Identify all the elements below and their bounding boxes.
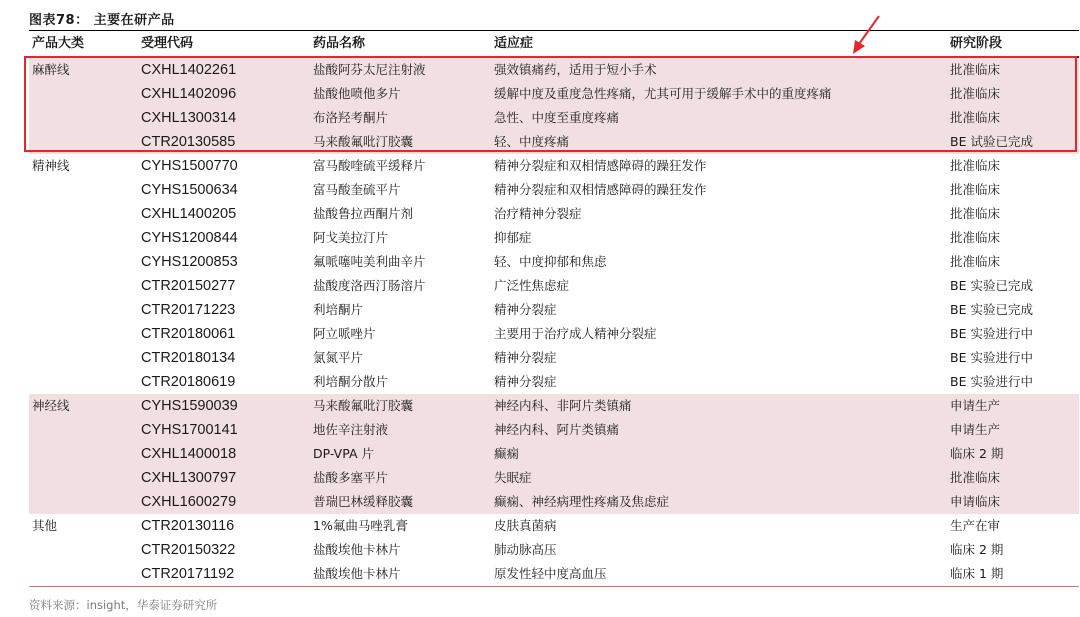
code-cell: CTR20180619 <box>141 374 236 390</box>
table-row <box>29 178 1079 202</box>
table-row <box>29 418 1079 442</box>
table-body <box>29 58 1079 586</box>
code-cell: CTR20180134 <box>141 350 236 366</box>
stage-cell: BE 实验进行中 <box>950 326 1033 341</box>
stage-cell: 临床 1 期 <box>950 566 1004 581</box>
stage-cell: 批准临床 <box>950 470 1001 485</box>
group-1 <box>29 154 1079 394</box>
drug-cell: 氟哌噻吨美利曲辛片 <box>313 254 426 269</box>
header-indication: 适应症 <box>494 36 534 51</box>
indication-cell: 缓解中度及重度急性疼痛，尤其可用于缓解手术中的重度疼痛 <box>494 86 832 101</box>
table-row <box>29 274 1079 298</box>
indication-cell: 神经内科、阿片类镇痛 <box>494 422 620 437</box>
indication-cell: 广泛性焦虑症 <box>494 278 570 293</box>
indication-cell: 原发性轻中度高血压 <box>494 566 607 581</box>
group-3 <box>29 514 1079 586</box>
table-row <box>29 226 1079 250</box>
table-row <box>29 322 1079 346</box>
drug-cell: 盐酸他喷他多片 <box>313 86 401 101</box>
header-category: 产品大类 <box>32 36 85 51</box>
table-row <box>29 370 1079 394</box>
table-row <box>29 298 1079 322</box>
drug-cell: DP-VPA 片 <box>313 446 374 461</box>
drug-cell: 阿立哌唑片 <box>313 326 376 341</box>
table-row <box>29 490 1079 514</box>
figure-title: 图表78： 主要在研产品 <box>29 13 175 28</box>
table-row <box>29 130 1079 154</box>
indication-cell: 强效镇痛药，适用于短小手术 <box>494 62 657 77</box>
code-cell: CYHS1200844 <box>141 230 238 246</box>
indication-cell: 癫痫 <box>494 446 520 461</box>
source-note: 资料来源：insight，华泰证券研究所 <box>29 598 218 612</box>
top-rule <box>29 30 1079 31</box>
drug-cell: 氯氮平片 <box>313 350 364 365</box>
drug-cell: 盐酸阿芬太尼注射液 <box>313 62 426 77</box>
stage-cell: BE 实验进行中 <box>950 350 1033 365</box>
indication-cell: 治疗精神分裂症 <box>494 206 582 221</box>
indication-cell: 轻、中度疼痛 <box>494 134 570 149</box>
indication-cell: 皮肤真菌病 <box>494 518 557 533</box>
code-cell: CYHS1700141 <box>141 422 238 438</box>
drug-cell: 阿戈美拉汀片 <box>313 230 389 245</box>
code-cell: CYHS1590039 <box>141 398 238 414</box>
stage-cell: BE 实验已完成 <box>950 302 1033 317</box>
stage-cell: 批准临床 <box>950 206 1001 221</box>
drug-cell: 盐酸多塞平片 <box>313 470 389 485</box>
code-cell: CXHL1402096 <box>141 86 237 102</box>
code-cell: CXHL1600279 <box>141 494 237 510</box>
table-row <box>29 466 1079 490</box>
indication-cell: 抑郁症 <box>494 230 532 245</box>
stage-cell: BE 实验已完成 <box>950 278 1033 293</box>
table-row <box>29 58 1079 82</box>
table-row <box>29 514 1079 538</box>
indication-cell: 急性、中度至重度疼痛 <box>494 110 620 125</box>
stage-cell: BE 试验已完成 <box>950 134 1033 149</box>
indication-cell: 神经内科、非阿片类镇痛 <box>494 398 632 413</box>
table-row <box>29 202 1079 226</box>
drug-cell: 马来酸氟吡汀胶囊 <box>313 134 414 149</box>
bottom-rule <box>29 586 1079 587</box>
stage-cell: 批准临床 <box>950 110 1001 125</box>
indication-cell: 精神分裂症 <box>494 374 557 389</box>
code-cell: CXHL1300314 <box>141 110 237 126</box>
indication-cell: 轻、中度抑郁和焦虑 <box>494 254 607 269</box>
category-cell: 神经线 <box>32 398 70 413</box>
stage-cell: BE 实验进行中 <box>950 374 1033 389</box>
indication-cell: 癫痫、神经病理性疼痛及焦虑症 <box>494 494 670 509</box>
table-row <box>29 442 1079 466</box>
group-2 <box>29 394 1079 514</box>
indication-cell: 失眠症 <box>494 470 532 485</box>
stage-cell: 申请临床 <box>950 494 1001 509</box>
stage-cell: 临床 2 期 <box>950 446 1004 461</box>
drug-cell: 富马酸奎硫平片 <box>313 182 401 197</box>
indication-cell: 肺动脉高压 <box>494 542 557 557</box>
table-row <box>29 250 1079 274</box>
table-row <box>29 82 1079 106</box>
header-code: 受理代码 <box>141 36 194 51</box>
code-cell: CTR20171223 <box>141 302 236 318</box>
header-drug: 药品名称 <box>313 36 366 51</box>
category-cell: 精神线 <box>32 158 70 173</box>
table-row <box>29 106 1079 130</box>
table-row <box>29 538 1079 562</box>
indication-cell: 精神分裂症 <box>494 302 557 317</box>
drug-cell: 盐酸鲁拉西酮片剂 <box>313 206 414 221</box>
indication-cell: 主要用于治疗成人精神分裂症 <box>494 326 657 341</box>
code-cell: CXHL1402261 <box>141 62 237 78</box>
products-table <box>29 32 1079 586</box>
drug-cell: 地佐辛注射液 <box>313 422 389 437</box>
group-0 <box>29 58 1079 154</box>
drug-cell: 普瑞巴林缓释胶囊 <box>313 494 414 509</box>
category-cell: 其他 <box>32 518 58 533</box>
stage-cell: 批准临床 <box>950 86 1001 101</box>
stage-cell: 申请生产 <box>950 398 1001 413</box>
code-cell: CXHL1400205 <box>141 206 237 222</box>
code-cell: CYHS1200853 <box>141 254 238 270</box>
table-row <box>29 394 1079 418</box>
code-cell: CYHS1500770 <box>141 158 238 174</box>
drug-cell: 1%氟曲马唑乳膏 <box>313 518 408 533</box>
stage-cell: 申请生产 <box>950 422 1001 437</box>
code-cell: CXHL1300797 <box>141 470 237 486</box>
drug-cell: 利培酮片 <box>313 302 364 317</box>
code-cell: CTR20150277 <box>141 278 236 294</box>
drug-cell: 利培酮分散片 <box>313 374 389 389</box>
code-cell: CXHL1400018 <box>141 446 237 462</box>
table-header-row <box>29 32 1079 58</box>
code-cell: CYHS1500634 <box>141 182 238 198</box>
stage-cell: 批准临床 <box>950 254 1001 269</box>
code-cell: CTR20171192 <box>141 566 235 582</box>
code-cell: CTR20130116 <box>141 518 235 534</box>
table-row <box>29 346 1079 370</box>
code-cell: CTR20180061 <box>141 326 236 342</box>
drug-cell: 盐酸埃他卡林片 <box>313 542 401 557</box>
stage-cell: 批准临床 <box>950 230 1001 245</box>
table-row <box>29 562 1079 586</box>
drug-cell: 富马酸喹硫平缓释片 <box>313 158 426 173</box>
stage-cell: 批准临床 <box>950 158 1001 173</box>
drug-cell: 马来酸氟吡汀胶囊 <box>313 398 414 413</box>
code-cell: CTR20130585 <box>141 134 236 150</box>
drug-cell: 盐酸埃他卡林片 <box>313 566 401 581</box>
category-cell: 麻醉线 <box>32 62 70 77</box>
header-stage: 研究阶段 <box>950 36 1003 51</box>
stage-cell: 生产在审 <box>950 518 1001 533</box>
stage-cell: 批准临床 <box>950 62 1001 77</box>
drug-cell: 盐酸度洛西汀肠溶片 <box>313 278 426 293</box>
code-cell: CTR20150322 <box>141 542 236 558</box>
indication-cell: 精神分裂症和双相情感障碍的躁狂发作 <box>494 158 707 173</box>
stage-cell: 批准临床 <box>950 182 1001 197</box>
indication-cell: 精神分裂症和双相情感障碍的躁狂发作 <box>494 182 707 197</box>
table-row <box>29 154 1079 178</box>
stage-cell: 临床 2 期 <box>950 542 1004 557</box>
drug-cell: 布洛羟考酮片 <box>313 110 389 125</box>
indication-cell: 精神分裂症 <box>494 350 557 365</box>
